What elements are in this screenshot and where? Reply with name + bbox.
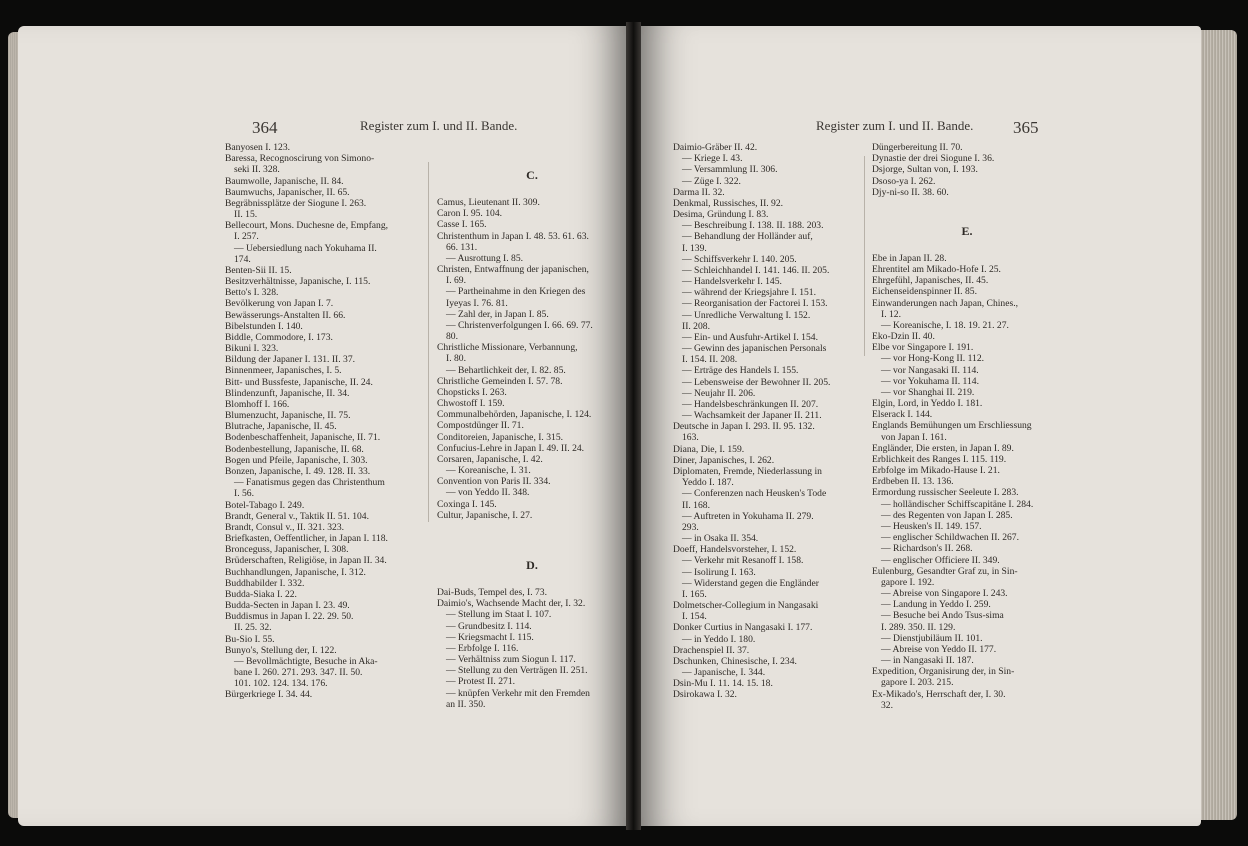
index-entry: gapore I. 203. 215. xyxy=(881,677,954,689)
index-entry xyxy=(437,543,626,554)
index-entry: Bodenbeschaffenheit, Japanische, II. 71. xyxy=(225,432,381,444)
index-entry xyxy=(872,242,1062,253)
index-entry: Bitt- und Bussfeste, Japanische, II. 24. xyxy=(225,376,373,388)
index-entry: Bildung der Japaner I. 131. II. 37. xyxy=(225,354,356,366)
index-entry: Bodenbestellung, Japanische, II. 68. xyxy=(225,443,364,455)
index-entry: — Reorganisation der Factorei I. 153. xyxy=(682,298,828,310)
index-entry: Bevölkerung von Japan I. 7. xyxy=(225,298,334,310)
index-entry: Communalbehörden, Japanische, I. 124. xyxy=(437,409,592,421)
index-entry: — Ausrottung I. 85. xyxy=(446,252,524,264)
index-entry: Donker Curtius in Nangasaki I. 177. xyxy=(673,622,813,634)
index-entry: Brandt, Consul v., II. 321. 323. xyxy=(225,521,345,533)
index-entry: Desima, Gründung I. 83. xyxy=(673,209,769,221)
index-entry: Bu-Sio I. 55. xyxy=(225,633,275,645)
index-entry: — Bevollmächtigte, Besuche in Aka- xyxy=(234,655,378,667)
index-entry: 101. 102. 124. 134. 176. xyxy=(234,678,328,690)
index-entry: Dsjorge, Sultan von, I. 193. xyxy=(872,164,978,176)
running-head-right: Register zum I. und II. Bande. xyxy=(816,118,974,133)
index-entry: Budda-Secten in Japan I. 23. 49. xyxy=(225,600,350,612)
index-entry: — englischer Officiere II. 349. xyxy=(881,554,1000,566)
index-entry: — Handelsverkehr I. 145. xyxy=(682,276,782,288)
index-entry: Baumwuchs, Japanischer, II. 65. xyxy=(225,186,350,198)
index-entry: Convention von Paris II. 334. xyxy=(437,476,551,488)
index-entry: Bellecourt, Mons. Duchesne de, Empfang, xyxy=(225,220,389,232)
index-entry: Buddismus in Japan I. 22. 29. 50. xyxy=(225,611,354,623)
index-entry: 32. xyxy=(881,699,893,711)
index-entry: — Dienstjubiläum II. 101. xyxy=(881,632,983,644)
index-entry xyxy=(437,186,626,197)
index-entry: — Verkehr mit Resanoff I. 158. xyxy=(682,555,804,567)
page-edges-right xyxy=(1201,30,1237,820)
page-edges-left xyxy=(8,32,18,818)
index-entry: — Uebersiedlung nach Yokuhama II. xyxy=(234,242,377,254)
index-entry: — Widerstand gegen die Engländer xyxy=(682,577,819,589)
index-entry: Binnenmeer, Japanisches, I. 5. xyxy=(225,365,342,377)
index-entry: Diplomaten, Fremde, Niederlassung in xyxy=(673,465,822,477)
index-entry: — Neujahr II. 206. xyxy=(682,387,756,399)
index-entry: — vor Shanghai II. 219. xyxy=(881,386,975,398)
page-number-left: 364 xyxy=(252,118,278,137)
index-entry: — Landung in Yeddo I. 259. xyxy=(881,599,991,611)
index-entry: Daimio's, Wachsende Macht der, I. 32. xyxy=(437,598,586,610)
index-entry xyxy=(437,532,626,543)
index-entry: — Kriegsmacht I. 115. xyxy=(446,631,534,643)
index-entry: — Auftreten in Yokuhama II. 279. xyxy=(682,510,814,522)
index-entry: I. 154. xyxy=(682,611,707,623)
index-entry: I. 56. xyxy=(234,488,254,500)
index-entry: Ehrentitel am Mikado-Hofe I. 25. xyxy=(872,264,1001,276)
index-entry: Erblichkeit des Ranges I. 115. 119. xyxy=(872,453,1007,465)
index-entry: — Partheinahme in den Kriegen des xyxy=(446,286,586,298)
index-entry: I. 12. xyxy=(881,308,901,320)
index-entry: Iyeyas I. 76. 81. xyxy=(446,297,508,309)
index-entry: Cultur, Japanische, I. 27. xyxy=(437,509,533,521)
index-entry: Erdbeben II. 13. 136. xyxy=(872,476,954,488)
index-entry: Blomhoff I. 166. xyxy=(225,398,290,410)
index-entry: Bogen und Pfeile, Japanische, I. 303. xyxy=(225,454,368,466)
index-entry: Elgin, Lord, in Yeddo I. 181. xyxy=(872,398,983,410)
page-number-right: 365 xyxy=(1013,118,1039,137)
index-entry: II. 168. xyxy=(682,499,710,511)
index-entry: Begräbnissplätze der Siogune I. 263. xyxy=(225,197,367,209)
index-entry: I. 139. xyxy=(682,242,707,254)
index-entry: Christliche Gemeinden I. 57. 78. xyxy=(437,375,563,387)
index-entry: an II. 350. xyxy=(446,698,486,710)
index-entry: Botel-Tabago I. 249. xyxy=(225,499,305,511)
index-entry: Englands Bemühungen um Erschliessung xyxy=(872,420,1032,432)
index-entry: II. 25. 32. xyxy=(234,622,272,634)
index-entry: — holländischer Schiffscapitäne I. 284. xyxy=(881,498,1034,510)
index-entry: Christen, Entwaffnung der japanischen, xyxy=(437,264,589,276)
index-entry: bane I. 260. 271. 293. 347. II. 50. xyxy=(234,667,363,679)
index-entry xyxy=(437,521,626,532)
index-entry: Drachenspiel II. 37. xyxy=(673,644,750,656)
section-letter: E. xyxy=(961,223,973,238)
index-entry: Dschunken, Chinesische, I. 234. xyxy=(673,655,797,667)
index-entry: — Isolirung I. 163. xyxy=(682,566,756,578)
index-entry: 163. xyxy=(682,432,699,444)
index-entry: Besitzverhältnisse, Japanische, I. 115. xyxy=(225,276,371,288)
index-entry: Blumenzucht, Japanische, II. 75. xyxy=(225,410,351,422)
index-entry: II. 15. xyxy=(234,209,258,221)
index-entry: — Zahl der, in Japan I. 85. xyxy=(446,308,549,320)
index-entry: Blindenzunft, Japanische, II. 34. xyxy=(225,387,350,399)
index-entry: Dai-Buds, Tempel des, I. 73. xyxy=(437,586,547,598)
index-entry: Ehrgefühl, Japanisches, II. 45. xyxy=(872,275,989,287)
index-entry: I. 165. xyxy=(682,588,707,600)
book-gutter xyxy=(626,22,641,830)
index-entry: Diana, Die, I. 159. xyxy=(673,443,745,455)
index-entry: — Richardson's II. 268. xyxy=(881,543,973,555)
index-entry xyxy=(437,576,626,587)
index-entry: — Behartlichkeit der, I. 82. 85. xyxy=(446,364,566,376)
index-entry: I. 257. xyxy=(234,231,259,243)
index-entry: Elserack I. 144. xyxy=(872,409,933,421)
index-entry: Bürgerkriege I. 34. 44. xyxy=(225,689,313,701)
index-entry: Biddle, Commodore, I. 173. xyxy=(225,331,333,343)
index-entry: — Schleichhandel I. 141. 146. II. 205. xyxy=(682,264,830,276)
index-entry: Camus, Lieutenant II. 309. xyxy=(437,197,540,208)
index-entry: Dolmetscher-Collegium in Nangasaki xyxy=(673,600,819,612)
index-entry: — von Yeddo II. 348. xyxy=(446,487,530,499)
index-entry: — Abreise von Yeddo II. 177. xyxy=(881,643,997,655)
index-entry: — in Yeddo I. 180. xyxy=(682,633,756,645)
index-entry: 293. xyxy=(682,521,699,533)
index-entry: Budda-Siaka I. 22. xyxy=(225,588,297,600)
index-entry: Denkmal, Russisches, II. 92. xyxy=(673,197,784,209)
right-page xyxy=(641,26,1201,826)
index-entry: Banyosen I. 123. xyxy=(225,142,291,153)
index-entry: Briefkasten, Oeffentlicher, in Japan I. 118. xyxy=(225,533,388,545)
index-entry: — Kriege I. 43. xyxy=(682,153,743,165)
index-entry: gapore I. 192. xyxy=(881,576,935,588)
index-entry: Erbfolge im Mikado-Hause I. 21. xyxy=(872,465,1000,477)
index-entry: — Lebensweise der Bewohner II. 205. xyxy=(682,376,831,388)
index-entry: Yeddo I. 187. xyxy=(682,477,734,489)
index-entry: — Handelsbeschränkungen II. 207. xyxy=(682,398,819,410)
index-entry: — Christenverfolgungen I. 66. 69. 77. xyxy=(446,319,593,331)
index-entry: Eichenseidenspinner II. 85. xyxy=(872,286,977,298)
index-entry: Caron I. 95. 104. xyxy=(437,208,503,220)
index-column xyxy=(673,142,830,701)
index-entry: — Beschreibung I. 138. II. 188. 203. xyxy=(682,220,824,232)
index-entry: Christenthum in Japan I. 48. 53. 61. 63. xyxy=(437,230,589,242)
index-entry: Eulenburg, Gesandter Graf zu, in Sin- xyxy=(872,565,1018,577)
index-entry: Düngerbereitung II. 70. xyxy=(872,142,963,153)
index-entry: — Ein- und Ausfuhr-Artikel I. 154. xyxy=(682,331,818,343)
index-entry: Confucius-Lehre in Japan I. 49. II. 24. xyxy=(437,442,585,454)
index-entry: Compostdünger II. 71. xyxy=(437,420,524,432)
column-rule xyxy=(864,156,865,356)
index-entry: — des Regenten von Japan I. 285. xyxy=(881,509,1013,521)
index-entry: Baumwolle, Japanische, II. 84. xyxy=(225,175,344,187)
index-entry: I. 154. II. 208. xyxy=(682,354,738,366)
index-entry: Brüderschaften, Religiöse, in Japan II. 34. xyxy=(225,555,387,567)
index-entry xyxy=(437,153,626,164)
index-entry: Buddhabilder I. 332. xyxy=(225,577,305,589)
index-entry: Coxinga I. 145. xyxy=(437,498,497,510)
index-entry: Blutrache, Japanische, II. 45. xyxy=(225,421,337,433)
index-entry: Djy-ni-so II. 38. 60. xyxy=(872,186,949,198)
index-entry xyxy=(872,209,1062,220)
index-entry: Elbe vor Singapore I. 191. xyxy=(872,342,974,354)
index-entry: Dsin-Mu I. 11. 14. 15. 18. xyxy=(673,678,773,690)
index-entry: — vor Yokuhama II. 114. xyxy=(881,375,979,387)
index-entry: Bewässerungs-Anstalten II. 66. xyxy=(225,309,346,321)
column-rule xyxy=(428,162,429,522)
index-entry: — vor Nangasaki II. 114. xyxy=(881,364,979,376)
index-entry: Einwanderungen nach Japan, Chines., xyxy=(872,297,1018,309)
index-entry: — Wachsamkeit der Japaner II. 211. xyxy=(682,410,822,422)
index-entry: — Besuche bei Ando Tsus-sima xyxy=(881,610,1004,622)
index-entry: — Conferenzen nach Heusken's Tode xyxy=(682,488,827,500)
index-entry: seki II. 328. xyxy=(234,164,280,176)
index-column xyxy=(437,142,626,710)
index-entry: Dynastie der drei Siogune I. 36. xyxy=(872,153,995,165)
index-entry: Bikuni I. 323. xyxy=(225,343,279,355)
index-entry: — Japanische, I. 344. xyxy=(682,667,766,679)
index-entry: I. 80. xyxy=(446,353,466,365)
index-entry: — Gewinn des japanischen Personals xyxy=(682,343,827,355)
index-entry: — Fanatismus gegen das Christenthum xyxy=(234,477,385,489)
index-entry: von Japan I. 161. xyxy=(881,431,947,443)
running-head-left: Register zum I. und II. Bande. xyxy=(360,118,518,133)
index-entry: Eko-Dzin II. 40. xyxy=(872,331,935,343)
index-entry: — Grundbesitz I. 114. xyxy=(446,620,532,632)
index-entry: — englischer Schildwachen II. 267. xyxy=(881,532,1020,544)
index-entry: Dsirokawa I. 32. xyxy=(673,689,737,701)
index-entry: Christliche Missionare, Verbannung, xyxy=(437,342,578,354)
index-entry: — in Nangasaki II. 187. xyxy=(881,655,974,667)
index-entry: — Schiffsverkehr I. 140. 205. xyxy=(682,253,797,265)
index-entry: Bunyo's, Stellung der, I. 122. xyxy=(225,644,337,656)
index-entry: — Protest II. 271. xyxy=(446,676,516,688)
index-entry: — Versammlung II. 306. xyxy=(682,164,778,176)
index-entry: — knüpfen Verkehr mit den Fremden xyxy=(446,687,590,699)
index-entry: Bonzen, Japanische, I. 49. 128. II. 33. xyxy=(225,465,371,477)
index-entry: Chwostoff I. 159. xyxy=(437,398,505,410)
index-entry: Daimio-Gräber II. 42. xyxy=(673,142,758,153)
index-entry: Corsaren, Japanische, I. 42. xyxy=(437,453,543,465)
index-entry: Baressa, Recognoscirung von Simono- xyxy=(225,153,375,165)
index-entry: II. 208. xyxy=(682,320,710,332)
index-entry: — vor Hong-Kong II. 112. xyxy=(881,353,985,365)
index-entry: — Erbfolge I. 116. xyxy=(446,642,519,654)
index-entry: — Unredliche Verwaltung I. 152. xyxy=(682,309,811,321)
index-entry: Darma II. 32. xyxy=(673,186,725,198)
index-entry: Ebe in Japan II. 28. xyxy=(872,252,947,264)
index-entry: Ermordung russischer Seeleute I. 283. xyxy=(872,487,1019,499)
index-entry: — Stellung im Staat I. 107. xyxy=(446,609,552,621)
index-entry: 66. 131. xyxy=(446,241,478,253)
index-entry: Buchhandlungen, Japanische, I. 312. xyxy=(225,566,366,578)
index-column xyxy=(225,142,388,701)
index-entry: Ex-Mikado's, Herrschaft der, I. 30. xyxy=(872,688,1006,700)
index-entry: — während der Kriegsjahre I. 151. xyxy=(682,287,816,299)
index-entry: — Behandlung der Holländer auf, xyxy=(682,231,813,243)
index-entry: — Koreanische, I. 18. 19. 21. 27. xyxy=(881,319,1009,331)
index-entry: Chopsticks I. 263. xyxy=(437,386,507,398)
index-entry: I. 289. 350. II. 129. xyxy=(881,621,956,633)
index-entry: Bronceguss, Japanischer, I. 308. xyxy=(225,544,349,556)
index-entry: Brandt, General v., Taktik II. 51. 104. xyxy=(225,510,369,522)
index-entry: Dsoso-ya I. 262. xyxy=(872,175,936,187)
index-entry: Conditoreien, Japanische, I. 315. xyxy=(437,431,564,443)
index-entry: Betto's I. 328. xyxy=(225,287,279,299)
index-entry xyxy=(437,142,626,153)
index-entry: Expedition, Organisirung der, in Sin- xyxy=(872,666,1015,678)
index-entry: — Abreise von Singapore I. 243. xyxy=(881,588,1008,600)
index-entry: Benten-Sii II. 15. xyxy=(225,264,292,276)
section-letter: D. xyxy=(526,557,538,572)
index-entry: I. 69. xyxy=(446,275,466,287)
index-entry: — Erträge des Handels I. 155. xyxy=(682,365,799,377)
index-entry: 174. xyxy=(234,253,251,265)
index-entry: 80. xyxy=(446,331,458,343)
index-entry: — Verhältniss zum Siogun I. 117. xyxy=(446,654,576,666)
index-entry: — in Osaka II. 354. xyxy=(682,533,759,545)
index-entry: Bibelstunden I. 140. xyxy=(225,320,303,332)
index-entry: — Koreanische, I. 31. xyxy=(446,465,531,477)
index-entry: Deutsche in Japan I. 293. II. 95. 132. xyxy=(673,421,815,433)
index-entry: — Heusken's II. 149. 157. xyxy=(881,520,982,532)
left-page xyxy=(18,26,626,826)
index-entry: — Stellung zu den Verträgen II. 251. xyxy=(446,665,588,677)
index-column xyxy=(872,142,1062,711)
section-letter: C. xyxy=(526,168,538,182)
index-entry: Casse I. 165. xyxy=(437,219,487,231)
index-entry xyxy=(872,198,1062,209)
index-entry: Engländer, Die ersten, in Japan I. 89. xyxy=(872,442,1014,454)
index-entry: Diner, Japanisches, I. 262. xyxy=(673,454,775,466)
index-entry: — Züge I. 322. xyxy=(682,175,741,187)
index-entry: Doeff, Handelsvorsteher, I. 152. xyxy=(673,544,797,556)
